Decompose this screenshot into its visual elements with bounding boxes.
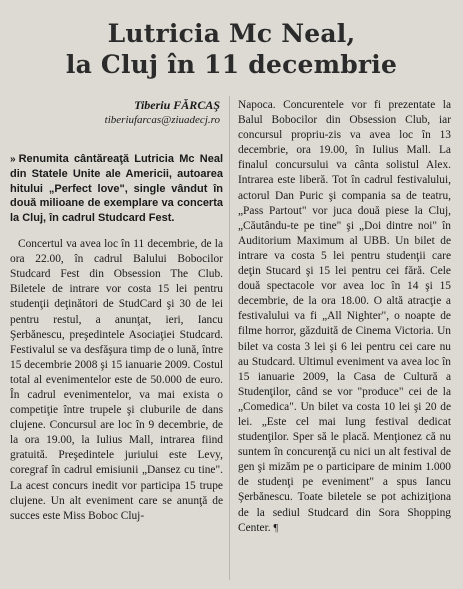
body-text-right-content: Napoca. Concurentele vor fi prezentate la Balul Bobocilor din Obsession Club, iar concursul propriu-zis va avea loc în 13 decembrie, ora 19.00, în Iulius Mall. La finalul concursului va cânta solistul Alex. Intrarea este liberă. Tot în cadrul festivalului, actorul Dan Puric şi compania sa de teatru, „Pass Partout" vor juca două piese la Cluj, „Căutându-te pe tine" şi „Doi dintre noi" în Auditorium Maximum al UBB. Un bilet de intrare va costa 5 lei pentru studenţii care deţin Stucard şi 15 lei pentru cei fără. Cele două spectacole vor avea loc în 14 şi 15 decembrie, de la ora 18.00. O altă atracţie a festivalului va fi „All Nighter", o noapte de filme horror, găzduită de Cinema Victoria. Un bilet va costa 3 lei şi 6 lei pentru cei care nu au Studcard. Ultimul eveniment va avea loc în 15 ianuarie 2009, la Casa de Cultură a Studenţilor, când se vor "produce" cei de la „Comedica". Un bilet va costa 10 lei şi 20 de lei. „Este cel mai lung festival dedicat studenţilor. Sper să le placă. Menţionez că nu suntem în concurenţă cu nici un alt festival de gen şi mizăm pe o participare de minim 1.000 de studenţi pe eveniment" a spus Iancu Şerbănescu. Toate biletele se pot achiziţiona de la sediul Studcard din Sora Shopping Center. — [238, 99, 451, 534]
body-text-left: Concertul va avea loc în 11 decembrie, de la ora 22.00, în cadrul Balului Bobocilor Studcard Fest din Obsession The Club. Biletele de intrare vor costa 15 lei pentru studenţii deţinători de StudCard şi 30 de lei pentru restul, a anunţat, ieri, Iancu Şerbănescu, preşedintele Asociaţiei Studcard. Festivalul se va desfăşura timp de o lună, între 15 decembrie 2008 şi 15 ianuarie 2009. Costul total al evenimentelor este de 50.000 de euro. În cadrul evenimentelor, va mai exista o competiţie între trupele şi cluburile de dans clujene. Concursul are loc în 9 decembrie, de la ora 19.00, la Iulius Mall, intrarea fiind gratuită. Preşedintele juriului este Levy, coregraf în cadrul emisiunii „Dansez cu tine". La acest concurs inedit vor participa 15 trupe clujene. Un alt eveniment care se anunţă de succes este Miss Boboc Cluj- — [10, 238, 223, 522]
article-column-left — [10, 152, 223, 524]
end-of-article-mark-icon: ¶ — [273, 522, 278, 534]
lead-marker-icon: » — [10, 154, 16, 165]
headline-line-1: Lutricia Mc Neal, — [107, 19, 356, 48]
body-text-right — [238, 98, 451, 536]
author-email: tiberiufarcas@ziuadecj.ro — [104, 114, 220, 126]
lead-text: Renumita cântăreaţă Lutricia Mc Neal din Statele Unite ale Americii, autoarea hitului „Perfect love", single vândut în două milioane de exemplare va concerta la Cluj, în cadrul Studcard Fest. — [10, 153, 223, 224]
byline — [10, 98, 220, 128]
article-headline — [0, 18, 463, 80]
column-divider — [229, 96, 230, 580]
headline-line-2: la Cluj în 11 decembrie — [65, 50, 398, 79]
author-name: Tiberiu FĂRCAŞ — [134, 98, 220, 112]
article-lead — [10, 152, 223, 225]
article-column-right — [238, 98, 451, 536]
